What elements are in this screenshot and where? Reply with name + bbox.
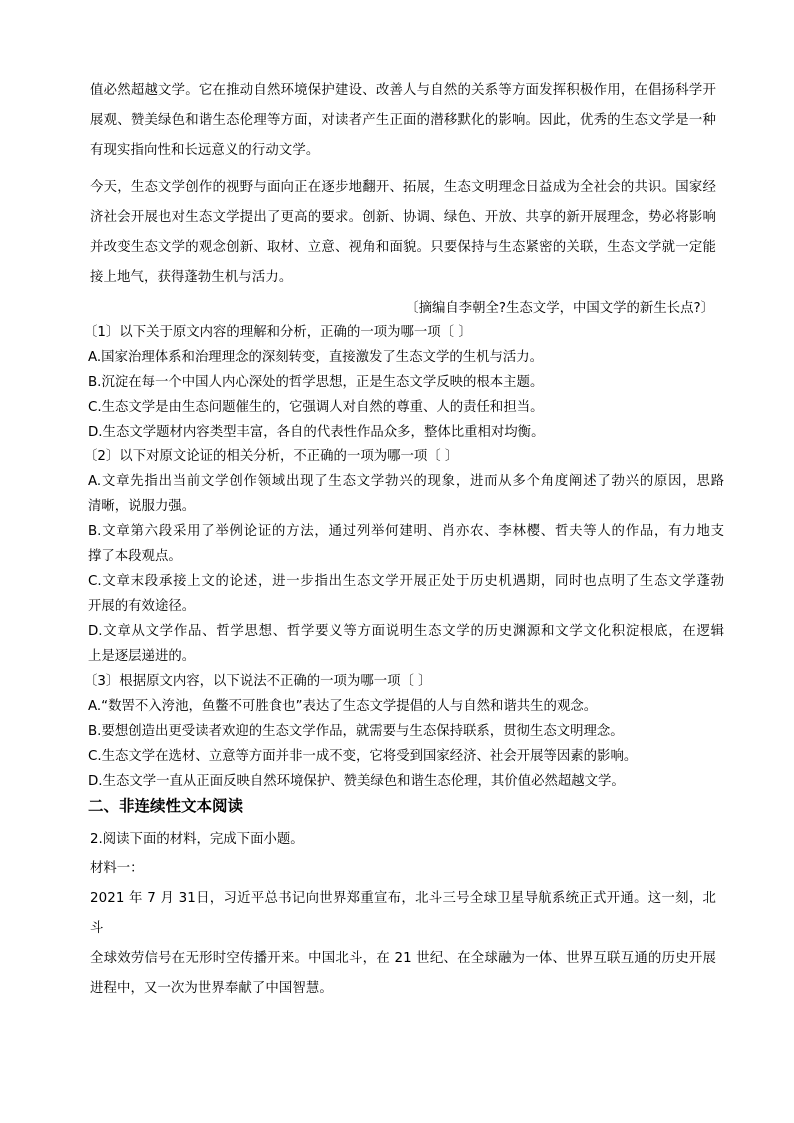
text-line: 展观、赞美绿色和谐生态伦理等方面，对读者产生正面的潜移默化的影响。因此，优秀的生态文学是一种 [90,113,716,128]
question-stem: 〔1〕以下关于原文内容的理解和分析，正确的一项为哪一项〔 〕 [84,325,472,340]
material-label: 材料一： [90,861,144,876]
text-line: 进程中，又一次为世界奉献了中国智慧。 [90,981,333,996]
option-a-cont: 清晰，说服力强。 [88,499,196,514]
text-line: 并改变生态文学的观念创新、取材、立意、视角和面貌。只要保持与生态紧密的关联，生态文学就一定能 [90,240,716,255]
option-a: A.“数罟不入洿池，鱼鳖不可胜食也”表达了生态文学提倡的人与自然和谐共生的观念。 [88,699,598,714]
option-c: C.文章末段承接上文的论述，进一步指出生态文学开展正处于历史机遇期，同时也点明了生态文学蓬勃 [88,574,724,589]
option-b: B.文章第六段采用了举例论证的方法，通过列举何建明、肖亦农、李林樱、哲夫等人的作品，有力地支 [88,524,724,539]
option-a: A.国家治理体系和治理理念的深刻转变，直接激发了生态文学的生机与活力。 [88,350,544,365]
text-line: 有现实指向性和长远意义的行动文学。 [90,143,320,158]
option-c: C.生态文学是由生态问题催生的，它强调人对自然的尊重、人的责任和担当。 [88,400,544,415]
text-line: 济社会开展也对生态文学提出了更高的要求。创新、协调、绿色、开放、共享的新开展理念，势必将影响 [90,210,716,225]
option-a: A.文章先指出当前文学创作领域出现了生态文学勃兴的现象，进而从多个角度阐述了勃兴的原因，思路 [88,474,724,489]
text-line: 值必然超越文学。它在推动自然环境保护建设、改善人与自然的关系等方面发挥积极作用，在倡扬科学开 [90,83,716,98]
instruction: 2.阅读下面的材料，完成下面小题。 [90,832,304,847]
intro-paragraph-2 [90,173,716,293]
text-line: 全球效劳信号在无形时空传播开来。中国北斗，在 21 世纪、在全球融为一体、世界互联互通的历史开展 [90,951,716,966]
question-3 [84,669,724,794]
option-b-cont: 撑了本段观点。 [88,549,182,564]
text-line: 接上地气，获得蓬勃生机与活力。 [90,270,293,285]
question-2 [84,444,724,669]
question-stem: 〔3〕根据原文内容，以下说法不正确的一项为哪一项〔 〕 [84,674,432,689]
option-d-cont: 上是逐层递进的。 [88,649,196,664]
option-d: D.文章从文学作品、哲学思想、哲学要义等方面说明生态文学的历史渊源和文学文化积淀根底，在逻辑 [88,624,724,639]
option-b: B.沉淀在每一个中国人内心深处的哲学思想，正是生态文学反映的根本主题。 [88,375,544,390]
text-line: 今天，生态文学创作的视野与面向正在逐步地翻开、拓展，生态文明理念日益成为全社会的共识。国家经 [90,180,716,195]
option-c: C.生态文学在选材、立意等方面并非一成不变，它将受到国家经济、社会开展等因素的影响。 [88,749,638,764]
question-stem: 〔2〕以下对原文论证的相关分析，不正确的一项为哪一项〔 〕 [84,449,459,464]
section-heading: 二、非连续性文本阅读 [88,797,244,815]
option-d: D.生态文学一直从正面反映自然环境保护、赞美绿色和谐生态伦理，其价值必然超越文学。 [88,774,625,789]
question-1 [84,320,724,445]
source-citation: 〔摘编自李朝全?生态文学，中国文学的新生长点?〕 [405,301,714,316]
text-line: 2021 年 7 月 31日，习近平总书记向世界郑重宣布，北斗三号全球卫星导航系统正式开通。这一刻，北斗 [90,891,716,936]
option-d: D.生态文学题材内容类型丰富，各自的代表性作品众多，整体比重相对均衡。 [88,425,545,440]
option-b: B.要想创造出更受读者欢迎的生态文学作品，就需要与生态保持联系，贯彻生态文明理念。 [88,724,624,739]
material-paragraph [90,884,716,1004]
intro-paragraph-1 [90,76,716,166]
option-c-cont: 开展的有效途径。 [88,599,196,614]
